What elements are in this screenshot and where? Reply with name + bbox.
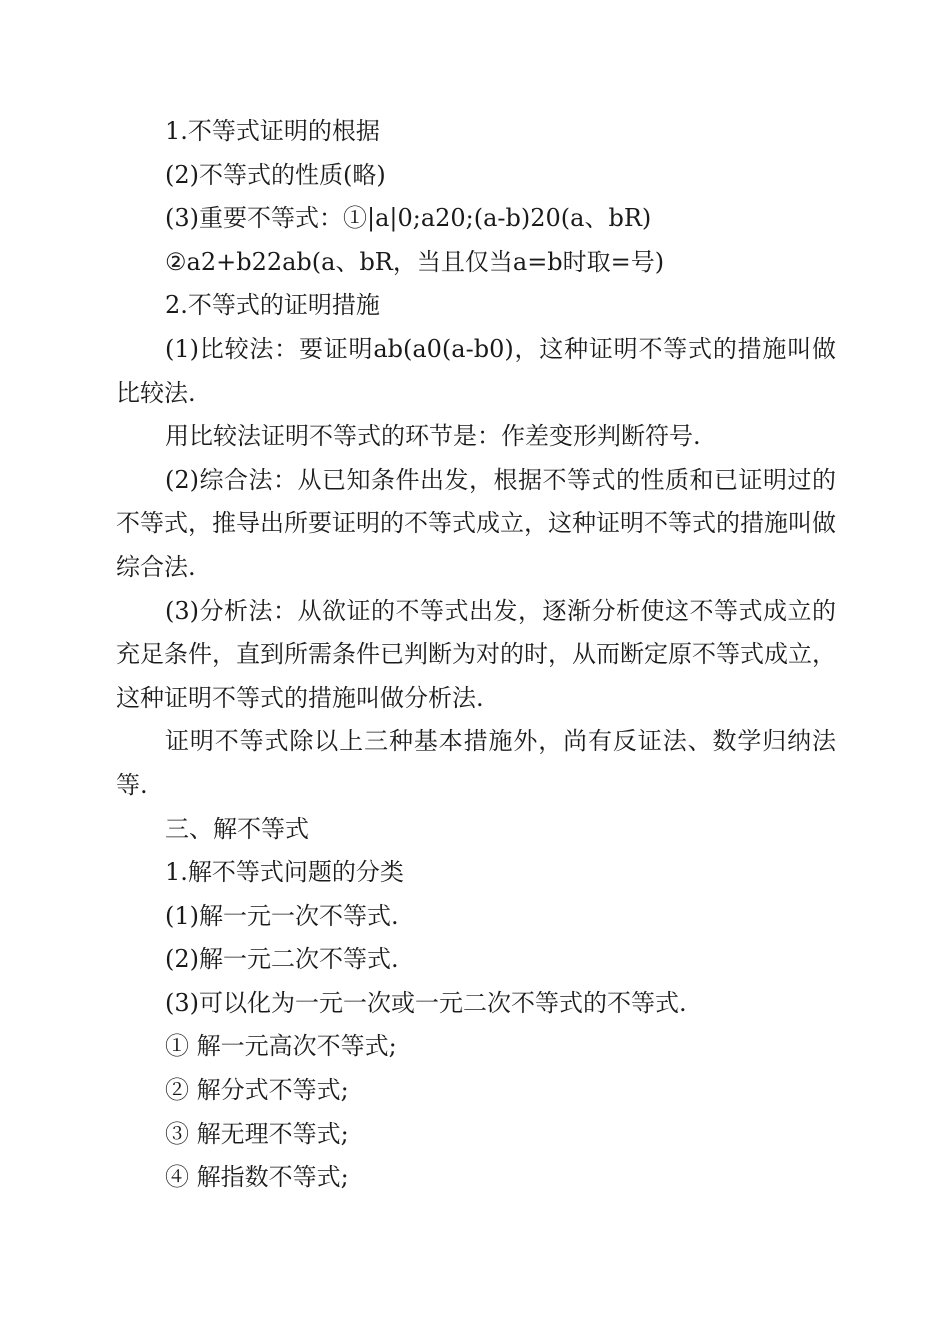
paragraph-analysis-method: (3)分析法：从欲证的不等式出发，逐渐分析使这不等式成立的充足条件，直到所需条件已判断为对的时，从而断定原不等式成立，这种证明不等式的措施叫做分析法. <box>116 596 836 712</box>
paragraph-important-inequality-2: ②a2+b22ab(a、bR，当且仅当a=b时取=号) <box>165 247 665 276</box>
list-item-higher-degree: ① 解一元高次不等式; <box>165 1032 397 1061</box>
paragraph-synthesis-method: (2)综合法：从已知条件出发，根据不等式的性质和已证明过的不等式，推导出所要证明的不等式成立，这种证明不等式的措施叫做综合法. <box>116 465 836 581</box>
paragraph-reducible-inequality: (3)可以化为一元一次或一元二次不等式的不等式. <box>165 988 687 1017</box>
paragraph-heading-classification: 1.解不等式问题的分类 <box>165 858 404 887</box>
paragraph-comparison-steps: 用比较法证明不等式的环节是：作差变形判断符号. <box>165 422 701 451</box>
list-item-fractional: ② 解分式不等式; <box>165 1076 349 1105</box>
list-item-irrational: ③ 解无理不等式; <box>165 1119 349 1148</box>
paragraph-inequality-properties: (2)不等式的性质(略) <box>165 160 386 189</box>
paragraph-other-methods: 证明不等式除以上三种基本措施外，尚有反证法、数学归纳法等. <box>116 727 836 799</box>
paragraph-heading-solving: 三、解不等式 <box>165 814 309 843</box>
paragraph-heading-proof-methods: 2.不等式的证明措施 <box>165 291 380 320</box>
paragraph-important-inequality-1: (3)重要不等式：①|a|0;a20;(a-b)20(a、bR) <box>165 204 652 233</box>
list-item-exponential: ④ 解指数不等式; <box>165 1163 349 1192</box>
paragraph-heading-proof-basis: 1.不等式证明的根据 <box>165 117 380 145</box>
document-body <box>116 110 836 1200</box>
paragraph-linear-inequality: (1)解一元一次不等式. <box>165 901 399 930</box>
paragraph-quadratic-inequality: (2)解一元二次不等式. <box>165 945 399 974</box>
paragraph-comparison-method: (1)比较法：要证明ab(a0(a-b0)，这种证明不等式的措施叫做比较法. <box>116 334 836 407</box>
